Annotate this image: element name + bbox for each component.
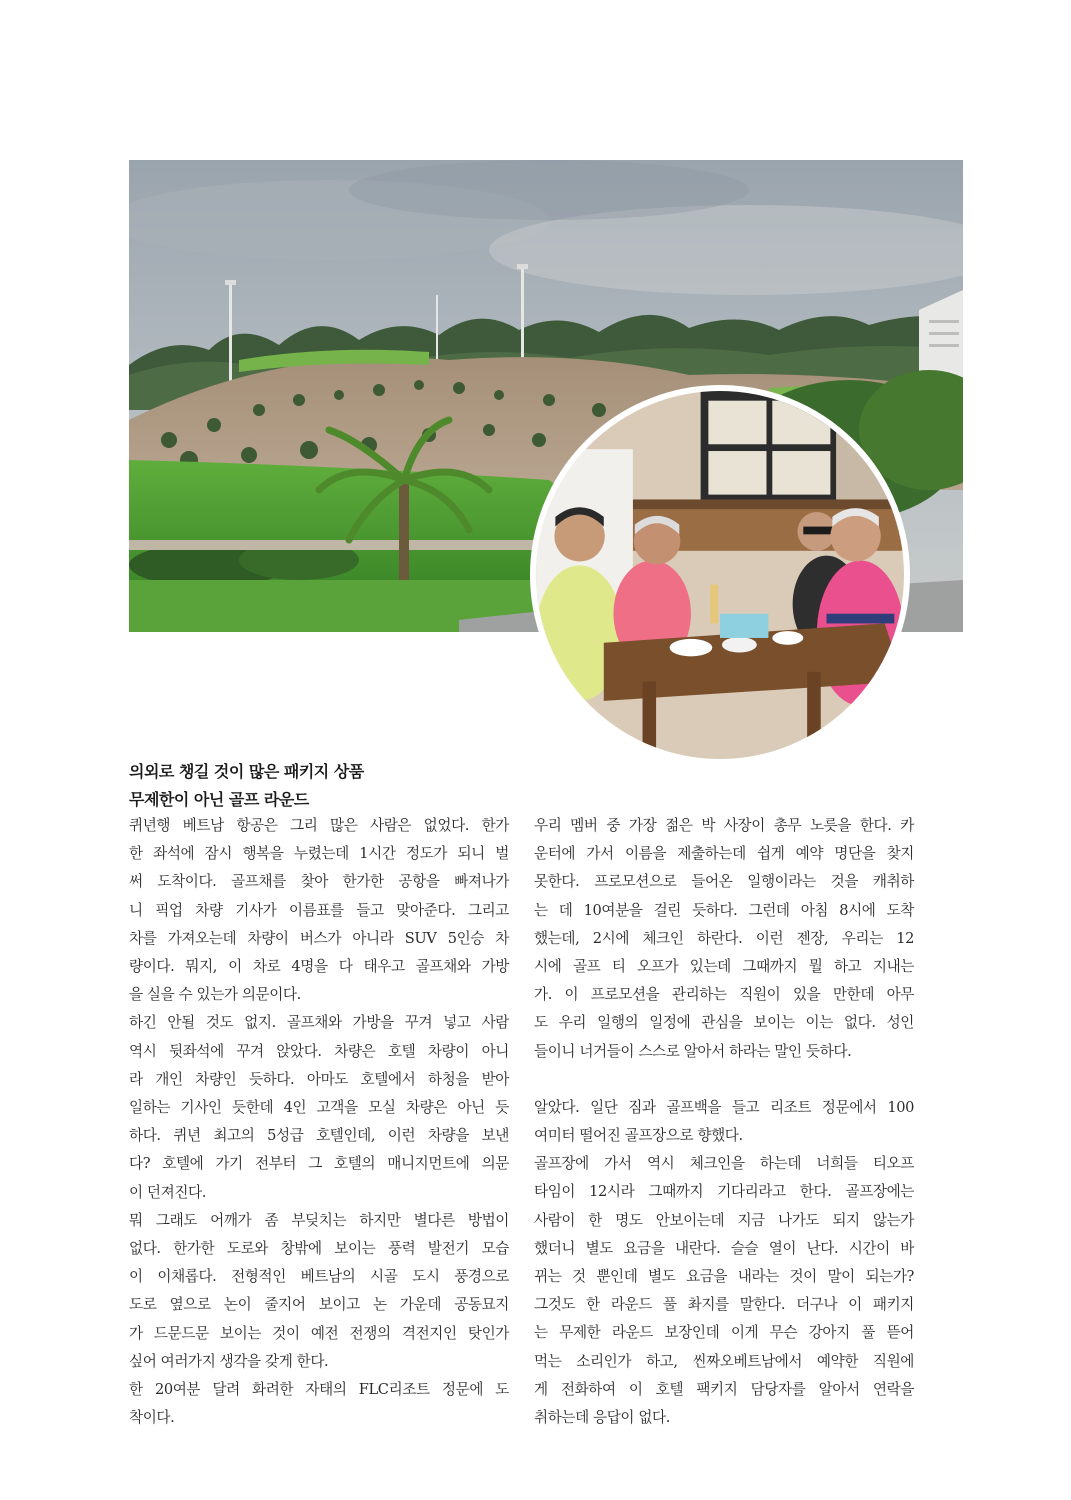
- text-line: 먹는 소리인가 하고, 씬짜오베트남에서 예약한 직원에: [534, 1352, 914, 1370]
- text-line: 착이다.: [129, 1409, 175, 1427]
- text-line: 이 던져진다.: [129, 1183, 206, 1201]
- text-line: 우리 멤버 중 가장 젊은 박 사장이 총무 노릇을 한다. 카: [534, 817, 914, 834]
- text-line: 여미터 떨어진 골프장으로 향했다.: [534, 1127, 743, 1145]
- text-line: 없다. 한가한 도로와 창밖에 보이는 풍력 발전기 모습: [129, 1240, 509, 1258]
- text-line: 하긴 안될 것도 없지. 골프채와 가방을 꾸겨 넣고 사람: [129, 1014, 509, 1032]
- text-line: 타임이 12시라 그때까지 기다리라고 한다. 골프장에는: [534, 1183, 914, 1201]
- text-line: 는 데 10여분을 걸린 듯하다. 그런데 아침 8시에 도착: [534, 901, 914, 919]
- paragraph: [129, 1376, 509, 1432]
- text-line: 차를 가져오는데 차량이 버스가 아니라 SUV 5인승 차: [129, 929, 509, 947]
- text-line: 그것도 한 라운드 풀 촤지를 말한다. 더구나 이 패키지: [534, 1296, 914, 1314]
- text-line: 취하는데 응답이 없다.: [534, 1409, 670, 1427]
- text-line: 알았다. 일단 짐과 골프백을 들고 리조트 정문에서 100: [534, 1098, 914, 1116]
- text-line: 라 개인 차량인 듯하다. 아마도 호텔에서 하청을 받아: [129, 1070, 509, 1088]
- text-line: 일하는 기사인 듯한데 4인 고객을 모실 차량은 아닌 듯: [129, 1099, 509, 1117]
- text-line: 뀌는 것 뿐인데 별도 요금을 내라는 것이 말이 되는가?: [534, 1268, 914, 1286]
- text-line: 역시 뒷좌석에 꾸겨 앉았다. 차량은 호텔 차량이 아니: [129, 1042, 509, 1060]
- right-text-column: [534, 812, 914, 1432]
- text-line: 골프장에 가서 역시 체크인을 하는데 너희들 티오프: [534, 1155, 914, 1173]
- section-heading-line-2: 무제한이 아닌 골프 라운드: [129, 790, 309, 809]
- paragraph: [534, 1094, 914, 1150]
- text-line: 퀴년행 베트남 항공은 그리 많은 사람은 없었다. 한가: [129, 817, 509, 834]
- paragraph: [534, 1150, 914, 1432]
- text-line: 써 도착이다. 골프채를 찾아 한가한 공항을 빠져나가: [129, 873, 509, 891]
- text-line: 못한다. 프로모션으로 들어온 일행이라는 것을 캐취하: [534, 873, 914, 891]
- text-line: 을 실을 수 있는가 의문이다.: [129, 986, 301, 1004]
- text-line: 는 무제한 라운드 보장인데 이게 무슨 강아지 풀 뜯어: [534, 1324, 914, 1342]
- text-line: 운터에 가서 이름을 제출하는데 쉽게 예약 명단을 찾지: [534, 845, 914, 863]
- text-line: 하다. 퀴년 최고의 5성급 호텔인데, 이런 차량을 보낸: [129, 1127, 509, 1145]
- paragraph: [129, 812, 509, 1009]
- text-line: 게 전화하여 이 호텔 팩키지 담당자를 알아서 연락을: [534, 1380, 914, 1398]
- text-line: 한 20여분 달려 화려한 자태의 FLC리조트 정문에 도: [129, 1381, 509, 1399]
- text-line: 다? 호텔에 가기 전부터 그 호텔의 매니지먼트에 의문: [129, 1155, 509, 1173]
- text-line: 가 드문드문 보이는 것이 예전 전쟁의 격전지인 탓인가: [129, 1324, 509, 1342]
- section-heading-line-1: 의외로 챙길 것이 많은 패키지 상품: [129, 762, 364, 781]
- paragraph: [129, 1207, 509, 1376]
- paragraph: [129, 1009, 509, 1206]
- text-line: 뭐 그래도 어깨가 좀 부딪치는 하지만 별다른 방법이: [129, 1211, 509, 1229]
- text-line: 싶어 여러가지 생각을 갖게 한다.: [129, 1352, 329, 1370]
- text-line: 니 픽업 차량 기사가 이름표를 들고 맞아준다. 그리고: [129, 901, 509, 919]
- restaurant-group-photo: [530, 385, 910, 765]
- left-text-column: [129, 812, 509, 1432]
- text-line: 량이다. 뭐지, 이 차로 4명을 다 태우고 골프채와 가방: [129, 958, 509, 976]
- text-line: 했는데, 2시에 체크인 하란다. 이런 젠장, 우리는 12: [534, 929, 914, 947]
- text-line: 시에 골프 티 오프가 있는데 그때까지 뭘 하고 지내는: [534, 958, 914, 976]
- text-line: 했더니 별도 요금을 내란다. 슬슬 열이 난다. 시간이 바: [534, 1239, 914, 1257]
- text-line: 도 우리 일행의 일정에 관심을 보이는 이는 없다. 성인: [534, 1014, 914, 1032]
- text-line: 사람이 한 명도 안보이는데 지금 나가도 되지 않는가: [534, 1211, 914, 1229]
- text-line: 한 좌석에 잠시 행복을 누렸는데 1시간 정도가 되니 벌: [129, 845, 509, 863]
- text-line: 가. 이 프로모션을 관리하는 직원이 있을 만한데 아무: [534, 986, 914, 1004]
- text-line: 이 이채롭다. 전형적인 베트남의 시골 도시 풍경으로: [129, 1268, 509, 1286]
- paragraph: [534, 812, 914, 1066]
- text-line: 도로 옆으로 논이 줄지어 보이고 논 가운데 공동묘지: [129, 1296, 509, 1314]
- paragraph-gap: [534, 1066, 914, 1094]
- text-line: 들이니 너거들이 스스로 알아서 하라는 말인 듯하다.: [534, 1042, 852, 1060]
